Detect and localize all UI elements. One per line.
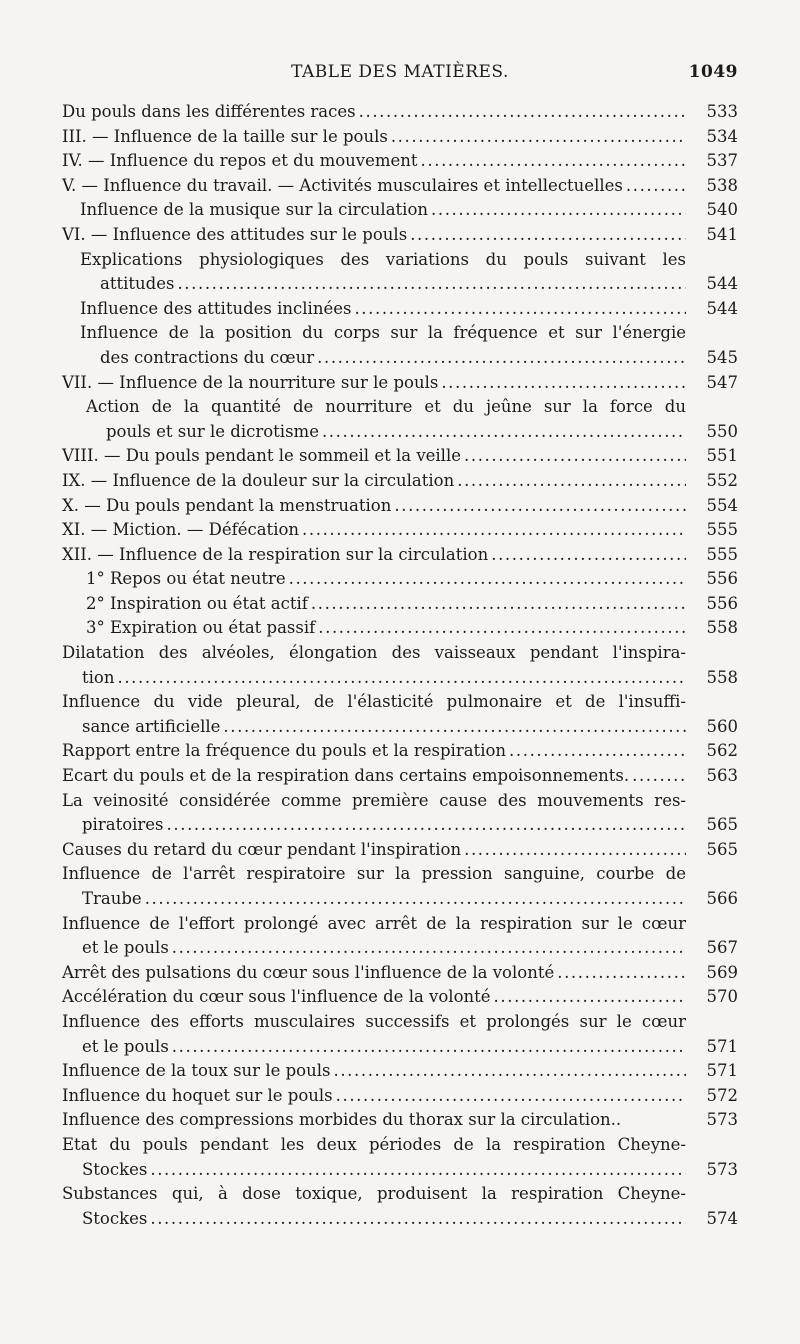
toc-entry: Influence des attitudes inclinées ..... 544 [62,297,738,322]
toc-entry: Arrêt des pulsations du cœur sous l'influence de la volonté ..... 569 [62,961,738,986]
toc-entry: IX. — Influence de la douleur sur la circulation ..... 552 [62,469,738,494]
toc-entry: VII. — Influence de la nourriture sur le pouls ..... 547 [62,371,738,396]
toc-entry: V. — Influence du travail. — Activités musculaires et intellectuelles ..... 538 [62,174,738,199]
toc-entry: Accélération du cœur sous l'influence de la volonté ..... 570 [62,985,738,1010]
toc-entry: Influence des efforts musculaires successifs et prolongés sur le cœur et le pouls ..... 571 [62,1010,738,1059]
toc-entry: Action de la quantité de nourriture et du jeûne sur la force du pouls et sur le dicrotisme ..... 550 [62,395,738,444]
toc-page-number: 573 [706,1110,738,1130]
toc-page-number: 563 [706,766,738,786]
toc-page-number: 562 [706,741,738,761]
toc-entry: Ecart du pouls et de la respiration dans certains empoisonnements. ..... 563 [62,764,738,789]
toc-page-number: 558 [706,618,738,638]
toc-page-number: 550 [706,421,738,441]
toc-entry: Influence du hoquet sur le pouls ..... 572 [62,1084,738,1109]
toc-entry: Du pouls dans les différentes races ..... 533 [62,100,738,125]
toc-page-number: 571 [706,1061,738,1081]
toc-entry: Influence des compressions morbides du thorax sur la circulation.. 573 [62,1108,738,1133]
toc-page-number: 551 [706,446,738,466]
toc-page-number: 566 [706,889,738,908]
toc-entry: XII. — Influence de la respiration sur la circulation ..... 555 [62,543,738,568]
toc-page-number: 545 [706,347,738,367]
toc-entry: Dilatation des alvéoles, élongation des vaisseaux pendant l'inspira- tion ..... 558 [62,641,738,690]
toc-page-number: 565 [706,815,738,835]
toc-page-number: 552 [706,470,738,490]
toc-entry: Influence de la musique sur la circulation ..... 540 [62,198,738,223]
running-header [62,62,738,88]
toc-page-number: 574 [706,1208,738,1228]
toc-entry: Causes du retard du cœur pendant l'inspiration ..... 565 [62,838,738,863]
page-number: 1049 [688,62,738,82]
table-of-contents [62,100,738,1231]
toc-page-number: 547 [706,372,738,392]
toc-page-number: 556 [706,569,738,589]
toc-page-number: 554 [706,495,738,515]
toc-entry: Influence de la toux sur le pouls ..... 571 [62,1059,738,1084]
toc-page-number: 565 [706,839,738,859]
toc-page-number: 544 [706,274,738,294]
page-title: TABLE DES MATIÈRES. [291,62,509,82]
toc-page-number: 573 [706,1159,738,1179]
toc-entry: Influence de l'arrêt respiratoire sur la pression sanguine, courbe de Traube ..... 566 [62,862,738,911]
toc-entry: Influence du vide pleural, de l'élasticité pulmonaire et de l'insuffi- sance artificielle ..... 560 [62,690,738,739]
toc-entry: 2° Inspiration ou état actif ..... 556 [62,592,738,617]
toc-entry: Rapport entre la fréquence du pouls et la respiration ..... 562 [62,739,738,764]
toc-page-number: 572 [706,1085,738,1105]
toc-page-number: 538 [706,175,738,195]
toc-entry: Influence de l'effort prolongé avec arrêt de la respiration sur le cœur et le pouls ..... 567 [62,912,738,961]
toc-page-number: 570 [706,987,738,1007]
toc-page-number: 560 [706,716,738,736]
toc-page-number: 569 [706,962,738,982]
toc-entry: Explications physiologiques des variations du pouls suivant les attitudes ..... 544 [62,248,738,297]
toc-page-number: 558 [706,667,738,687]
toc-page-number: 556 [706,593,738,613]
toc-entry: 3° Expiration ou état passif ..... 558 [62,616,738,641]
toc-page-number: 533 [706,102,738,121]
toc-entry: Etat du pouls pendant les deux périodes de la respiration Cheyne- Stockes ..... 573 [62,1133,738,1182]
toc-entry: IV. — Influence du repos et du mouvement ..... 537 [62,149,738,174]
toc-page-number: 541 [706,224,738,244]
toc-entry: Substances qui, à dose toxique, produisent la respiration Cheyne- Stockes ..... 574 [62,1182,738,1231]
toc-entry: La veinosité considérée comme première cause des mouvements res- piratoires ..... 565 [62,789,738,838]
toc-entry: XI. — Miction. — Défécation ..... 555 [62,518,738,543]
toc-page-number: 555 [706,544,738,564]
toc-page-number: 555 [706,520,738,540]
toc-entry: 1° Repos ou état neutre ..... 556 [62,567,738,592]
toc-page-number: 534 [706,126,738,146]
toc-entry: Influence de la position du corps sur la fréquence et sur l'énergie des contractions du cœur ..... 545 [62,321,738,370]
toc-page-number: 544 [706,298,738,318]
toc-entry: VI. — Influence des attitudes sur le pouls ..... 541 [62,223,738,248]
toc-entry: VIII. — Du pouls pendant le sommeil et la veille ..... 551 [62,444,738,469]
toc-page-number: 540 [706,200,738,220]
toc-page-number: 537 [706,151,738,171]
toc-page-number: 567 [706,938,738,958]
toc-page-number: 571 [706,1036,738,1056]
toc-entry: III. — Influence de la taille sur le pouls ..... 534 [62,125,738,150]
toc-entry: X. — Du pouls pendant la menstruation ..... 554 [62,494,738,519]
